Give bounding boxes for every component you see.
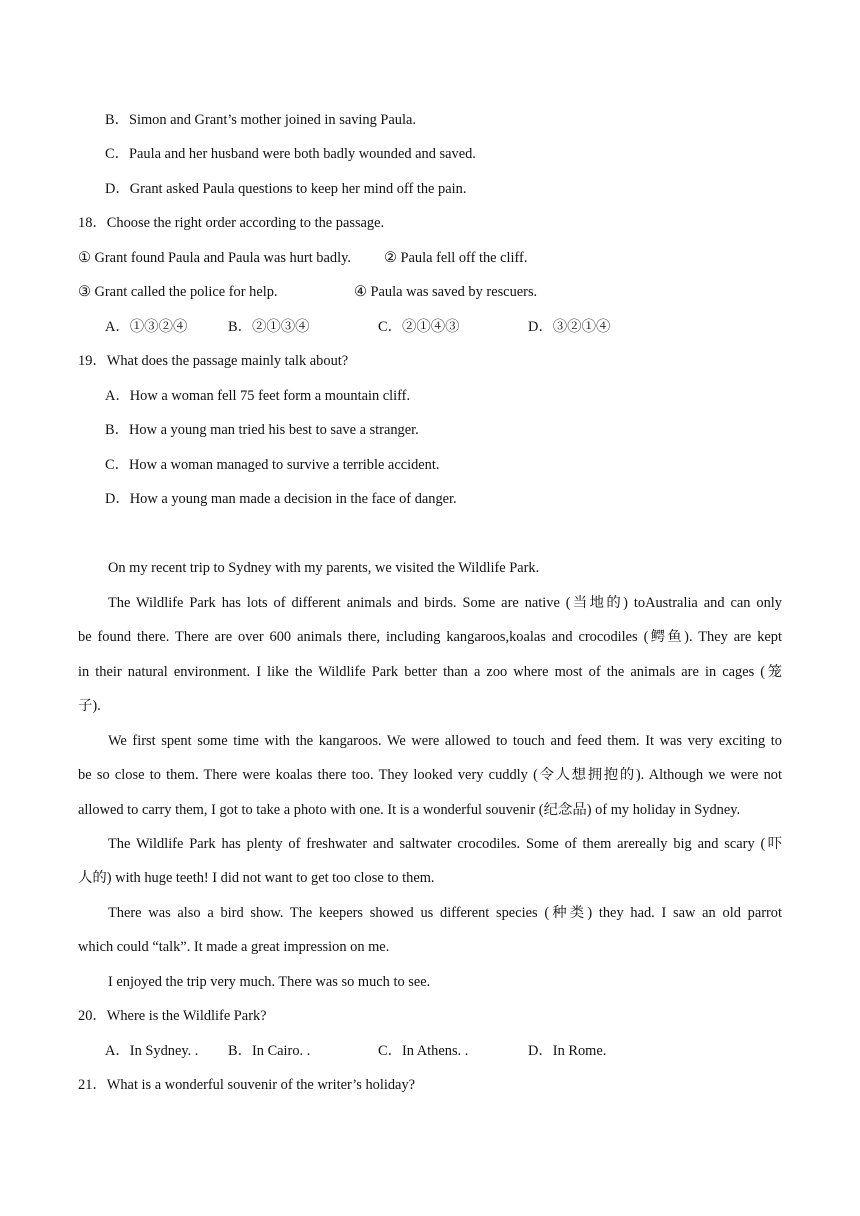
passage-paragraph-4-line-1: The Wildlife Park has plenty of freshwater and saltwater crocodiles. Some of them arereally big and scary (吓 <box>108 836 782 852</box>
passage-paragraph-2-line-4: 子). <box>78 698 101 714</box>
q19-option-a: A．How a woman fell 75 feet form a mountain cliff. <box>105 388 411 404</box>
q20-stem: 20．Where is the Wildlife Park? <box>78 1008 267 1024</box>
q18-option-a: A．①③②④ <box>105 319 188 335</box>
passage-paragraph-6: I enjoyed the trip very much. There was so much to see. <box>108 974 431 990</box>
q18-option-d: D．③②①④ <box>528 319 611 335</box>
q18-event-4: ④ Paula was saved by rescuers. <box>354 284 538 300</box>
q19-option-c: C．How a woman managed to survive a terrible accident. <box>105 457 440 473</box>
passage-paragraph-5-line-2: which could “talk”. It made a great impression on me. <box>78 939 390 955</box>
q18-event-1: ① Grant found Paula and Paula was hurt badly. <box>78 250 351 266</box>
passage-paragraph-3-line-3: allowed to carry them, I got to take a photo with one. It is a wonderful souvenir (纪念品) of my holiday in Sydney. <box>78 802 741 818</box>
q18-stem: 18．Choose the right order according to the passage. <box>78 215 385 231</box>
q20-option-d: D．In Rome. <box>528 1043 607 1059</box>
q17-option-b: B．Simon and Grant’s mother joined in saving Paula. <box>105 112 416 128</box>
q20-option-a: A．In Sydney. . <box>105 1043 199 1059</box>
passage-paragraph-3-line-1: We first spent some time with the kangaroos. We were allowed to touch and feed them. It was very exciting to <box>108 733 782 749</box>
passage-paragraph-1: On my recent trip to Sydney with my parents, we visited the Wildlife Park. <box>108 560 540 576</box>
q18-event-3: ③ Grant called the police for help. <box>78 284 278 300</box>
q19-stem: 19．What does the passage mainly talk about? <box>78 353 349 369</box>
q19-option-b: B．How a young man tried his best to save a stranger. <box>105 422 419 438</box>
q20-option-b: B．In Cairo. . <box>228 1043 311 1059</box>
q17-option-c: C．Paula and her husband were both badly wounded and saved. <box>105 146 476 162</box>
q18-option-c: C．②①④③ <box>378 319 460 335</box>
passage-paragraph-3-line-2: be so close to them. There were koalas there too. They looked very cuddly (令人想拥抱的). Although we were not <box>78 767 782 783</box>
q20-option-c: C．In Athens. . <box>378 1043 469 1059</box>
q17-option-d: D．Grant asked Paula questions to keep her mind off the pain. <box>105 181 467 197</box>
passage-paragraph-2-line-2: be found there. There are over 600 animals there, including kangaroos,koalas and crocodiles (鳄鱼). They are kept <box>78 629 782 645</box>
q19-option-d: D．How a young man made a decision in the face of danger. <box>105 491 457 507</box>
passage-paragraph-5-line-1: There was also a bird show. The keepers showed us different species (种类) they had. I saw an old parrot <box>108 905 782 921</box>
passage-paragraph-4-line-2: 人的) with huge teeth! I did not want to get too close to them. <box>78 870 435 886</box>
passage-paragraph-2-line-1: The Wildlife Park has lots of different animals and birds. Some are native (当地的) toAustralia and can only <box>108 595 782 611</box>
q21-stem: 21．What is a wonderful souvenir of the writer’s holiday? <box>78 1077 416 1093</box>
passage-paragraph-2-line-3: in their natural environment. I like the Wildlife Park better than a zoo where most of the animals are in cages (笼 <box>78 664 782 680</box>
q18-option-b: B．②①③④ <box>228 319 310 335</box>
q18-event-2: ② Paula fell off the cliff. <box>384 250 528 266</box>
